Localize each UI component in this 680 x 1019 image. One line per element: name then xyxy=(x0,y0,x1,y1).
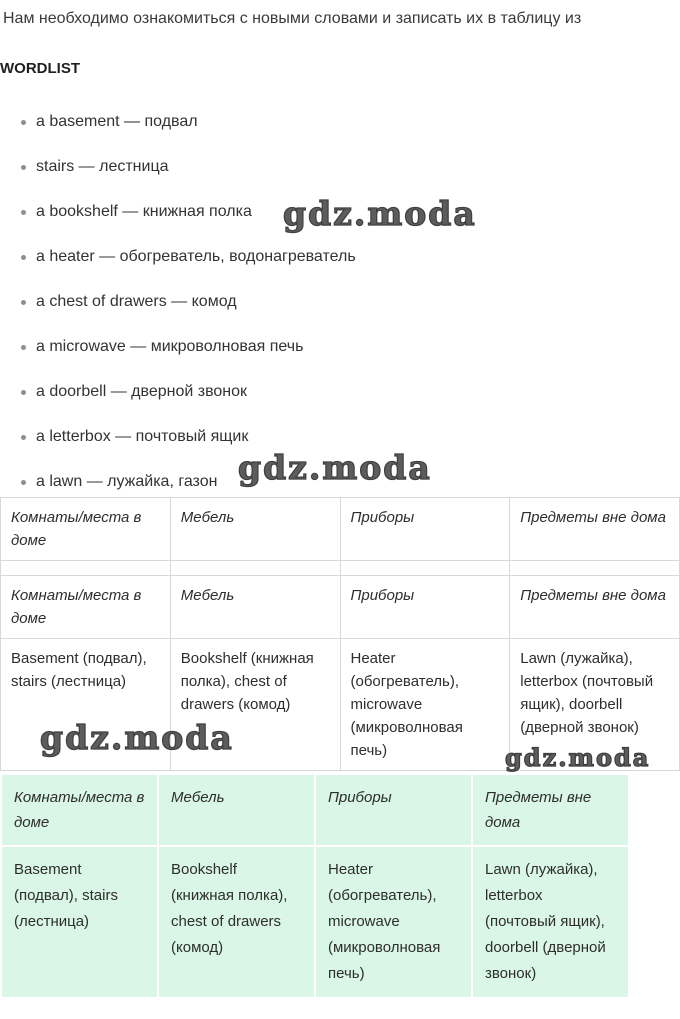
wordlist-item: a chest of drawers — комод xyxy=(0,292,680,312)
table-data-row xyxy=(2,847,628,997)
wordlist-item: a basement — подвал xyxy=(0,112,680,132)
wordlist-item: a microwave — микроволновая печь xyxy=(0,337,680,357)
table-header-row xyxy=(1,498,680,561)
wordlist-item: a bookshelf — книжная полка xyxy=(0,202,680,222)
table-data-cell: Bookshelf (книжная полка), chest of drawers (комод) xyxy=(159,847,314,997)
table-header-cell: Приборы xyxy=(340,576,510,639)
table-data-cell: Basement (подвал), stairs (лестница) xyxy=(1,639,171,771)
table-header-row xyxy=(1,576,680,639)
table-empty-row xyxy=(1,561,680,576)
wordlist xyxy=(0,112,680,492)
wordlist-item: a lawn — лужайка, газон xyxy=(0,472,680,492)
watermark: gdz.moda xyxy=(40,718,234,757)
table-empty-cell xyxy=(170,561,340,576)
watermark: gdz.moda xyxy=(505,743,651,772)
table-data-cell: Bookshelf (книжная полка), chest of drawers (комод) xyxy=(170,639,340,771)
table-header-cell: Приборы xyxy=(340,498,510,561)
classification-table-final xyxy=(0,773,630,999)
table-data-cell: Lawn (лужайка), letterbox (почтовый ящик), doorbell (дверной звонок) xyxy=(473,847,628,997)
watermark: gdz.moda xyxy=(238,448,432,487)
table-header-cell: Приборы xyxy=(316,775,471,845)
wordlist-item: stairs — лестница xyxy=(0,157,680,177)
table-header-cell: Комнаты/места в доме xyxy=(1,576,171,639)
table-data-cell: Lawn (лужайка), letterbox (почтовый ящик), doorbell (дверной звонок) xyxy=(510,639,680,771)
table-empty-cell xyxy=(340,561,510,576)
table-empty-cell xyxy=(1,561,171,576)
table-data-cell: Heater (обогреватель), microwave (микроволновая печь) xyxy=(340,639,510,771)
wordlist-item: a heater — обогреватель, водонагреватель xyxy=(0,247,680,267)
table-header-cell: Мебель xyxy=(170,576,340,639)
table-header-cell: Мебель xyxy=(170,498,340,561)
table-header-cell: Комнаты/места в доме xyxy=(2,775,157,845)
intro-text: Нам необходимо ознакомиться с новыми словами и записать их в таблицу из xyxy=(3,10,582,27)
table-header-cell: Предметы вне дома xyxy=(510,498,680,561)
table-empty-cell xyxy=(510,561,680,576)
classification-table-draft xyxy=(0,497,680,771)
table-header-cell: Мебель xyxy=(159,775,314,845)
wordlist-heading: WORDLIST xyxy=(0,60,80,77)
table-data-row xyxy=(1,639,680,771)
table-data-cell: Heater (обогреватель), microwave (микроволновая печь) xyxy=(316,847,471,997)
wordlist-item: a doorbell — дверной звонок xyxy=(0,382,680,402)
table-header-cell: Комнаты/места в доме xyxy=(1,498,171,561)
watermark: gdz.moda xyxy=(283,194,477,233)
wordlist-item: a letterbox — почтовый ящик xyxy=(0,427,680,447)
table-header-cell: Предметы вне дома xyxy=(510,576,680,639)
table-header-row xyxy=(2,775,628,845)
table-data-cell: Basement (подвал), stairs (лестница) xyxy=(2,847,157,997)
table-header-cell: Предметы вне дома xyxy=(473,775,628,845)
